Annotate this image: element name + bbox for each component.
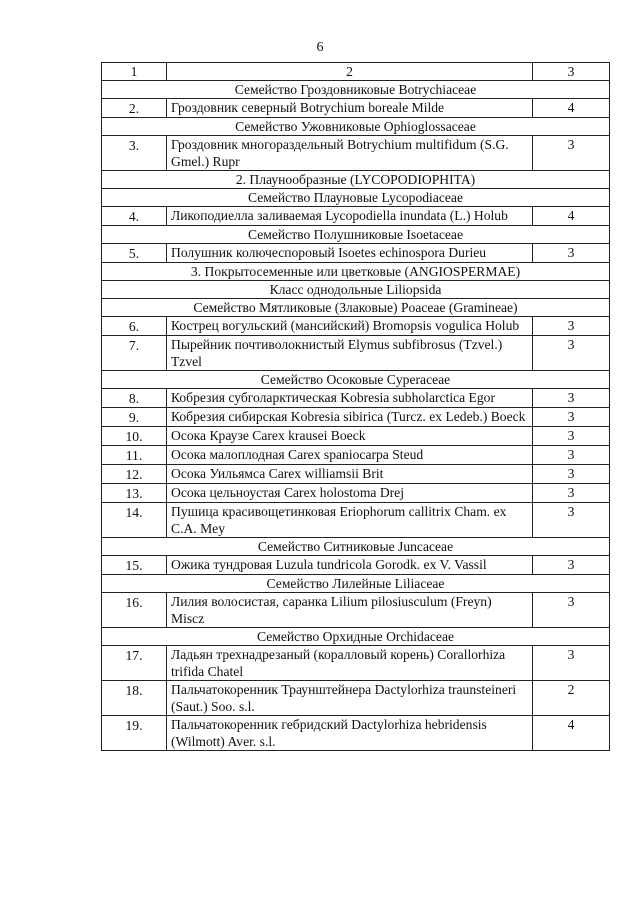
section-title: 2. Плаунообразные (LYCOPODIOPHITA) [102,171,610,189]
page-left-edge [0,0,14,905]
species-name: Кобрезия сибирская Kobresia sibirica (Turcz. ex Ledeb.) Boeck [167,408,533,427]
table-row [102,593,610,628]
species-name: Кобрезия субголарктическая Kobresia subholarctica Egor [167,389,533,408]
section-title: Семейство Осоковые Cyperaceae [102,371,610,389]
table-row [102,484,610,503]
section-title: Семейство Плауновые Lycopodiaceae [102,189,610,207]
species-number: 6. [102,317,167,336]
table-row [102,427,610,446]
species-number: 9. [102,408,167,427]
species-name: Осока цельноустая Carex holostoma Drej [167,484,533,503]
table-row [102,389,610,408]
species-name: Пушица красивощетинковая Eriophorum callitrix Cham. ex C.A. Mey [167,503,533,538]
rarity-category: 3 [533,317,610,336]
header-cell-category: 3 [533,63,610,81]
rarity-category: 3 [533,646,610,681]
rarity-category: 4 [533,207,610,226]
species-number: 7. [102,336,167,371]
table-row [102,716,610,751]
species-name: Осока малоплодная Carex spaniocarpa Steud [167,446,533,465]
species-number: 17. [102,646,167,681]
species-number: 13. [102,484,167,503]
table-row [102,408,610,427]
species-number: 18. [102,681,167,716]
section-header-row [102,263,610,281]
species-number: 3. [102,136,167,171]
section-header-row [102,281,610,299]
table-row [102,556,610,575]
rarity-category: 3 [533,446,610,465]
rarity-category: 3 [533,593,610,628]
species-name: Ожика тундровая Luzula tundricola Gorodk. ex V. Vassil [167,556,533,575]
rarity-category: 4 [533,716,610,751]
table-header-row [102,63,610,81]
section-header-row [102,226,610,244]
species-number: 12. [102,465,167,484]
species-number: 8. [102,389,167,408]
species-name: Гроздовник северный Botrychium boreale Milde [167,99,533,118]
rarity-category: 3 [533,556,610,575]
species-name: Кострец вогульский (мансийский) Bromopsis vogulica Holub [167,317,533,336]
table-row [102,646,610,681]
section-header-row [102,538,610,556]
page-number: 6 [316,40,324,55]
table-row [102,136,610,171]
table-row [102,336,610,371]
rarity-category: 3 [533,484,610,503]
species-number: 5. [102,244,167,263]
section-title: 3. Покрытосеменные или цветковые (ANGIOSPERMAE) [102,263,610,281]
table-row [102,317,610,336]
species-number: 14. [102,503,167,538]
species-name: Ладьян трехнадрезаный (коралловый корень) Corallorhiza trifida Chatel [167,646,533,681]
table-row [102,244,610,263]
rarity-category: 3 [533,136,610,171]
species-number: 16. [102,593,167,628]
species-name: Ликоподиелла заливаемая Lycopodiella inundata (L.) Holub [167,207,533,226]
species-name: Осока Краузе Carex krausei Boeck [167,427,533,446]
species-number: 19. [102,716,167,751]
rarity-category: 3 [533,244,610,263]
species-table [101,62,610,751]
section-title: Семейство Орхидные Orchidaceae [102,628,610,646]
rarity-category: 3 [533,465,610,484]
species-number: 15. [102,556,167,575]
species-name: Осока Уильямса Carex williamsii Brit [167,465,533,484]
species-number: 4. [102,207,167,226]
section-header-row [102,575,610,593]
section-title: Класс однодольные Liliopsida [102,281,610,299]
section-header-row [102,189,610,207]
section-header-row [102,628,610,646]
section-header-row [102,371,610,389]
rarity-category: 3 [533,503,610,538]
section-title: Семейство Мятликовые (Злаковые) Poaceae (Gramineae) [102,299,610,317]
header-cell-number: 1 [102,63,167,81]
species-number: 11. [102,446,167,465]
rarity-category: 3 [533,389,610,408]
species-name: Пальчатокоренник Траунштейнера Dactylorhiza traunsteineri (Saut.) Soo. s.l. [167,681,533,716]
section-title: Семейство Ситниковые Juncaceae [102,538,610,556]
species-name: Гроздовник многораздельный Botrychium multifidum (S.G. Gmel.) Rupr [167,136,533,171]
section-title: Семейство Ужовниковые Ophioglossaceae [102,118,610,136]
table-row [102,503,610,538]
species-name: Лилия волосистая, саранка Lilium pilosiusculum (Freyn) Miscz [167,593,533,628]
species-name: Пальчатокоренник гебридский Dactylorhiza hebridensis (Wilmott) Aver. s.l. [167,716,533,751]
rarity-category: 3 [533,336,610,371]
rarity-category: 3 [533,427,610,446]
table-row [102,207,610,226]
section-header-row [102,81,610,99]
section-title: Семейство Полушниковые Isoetaceae [102,226,610,244]
section-header-row [102,299,610,317]
species-name: Пырейник почтиволокнистый Elymus subfibrosus (Tzvel.) Tzvel [167,336,533,371]
header-cell-name: 2 [167,63,533,81]
section-header-row [102,171,610,189]
species-number: 10. [102,427,167,446]
rarity-category: 4 [533,99,610,118]
section-title: Семейство Гроздовниковые Botrychiaceae [102,81,610,99]
table-row [102,99,610,118]
rarity-category: 3 [533,408,610,427]
table-row [102,465,610,484]
species-name: Полушник колючеспоровый Isoetes echinospora Durieu [167,244,533,263]
rarity-category: 2 [533,681,610,716]
table-row [102,446,610,465]
section-header-row [102,118,610,136]
table-row [102,681,610,716]
species-number: 2. [102,99,167,118]
section-title: Семейство Лилейные Liliaceae [102,575,610,593]
